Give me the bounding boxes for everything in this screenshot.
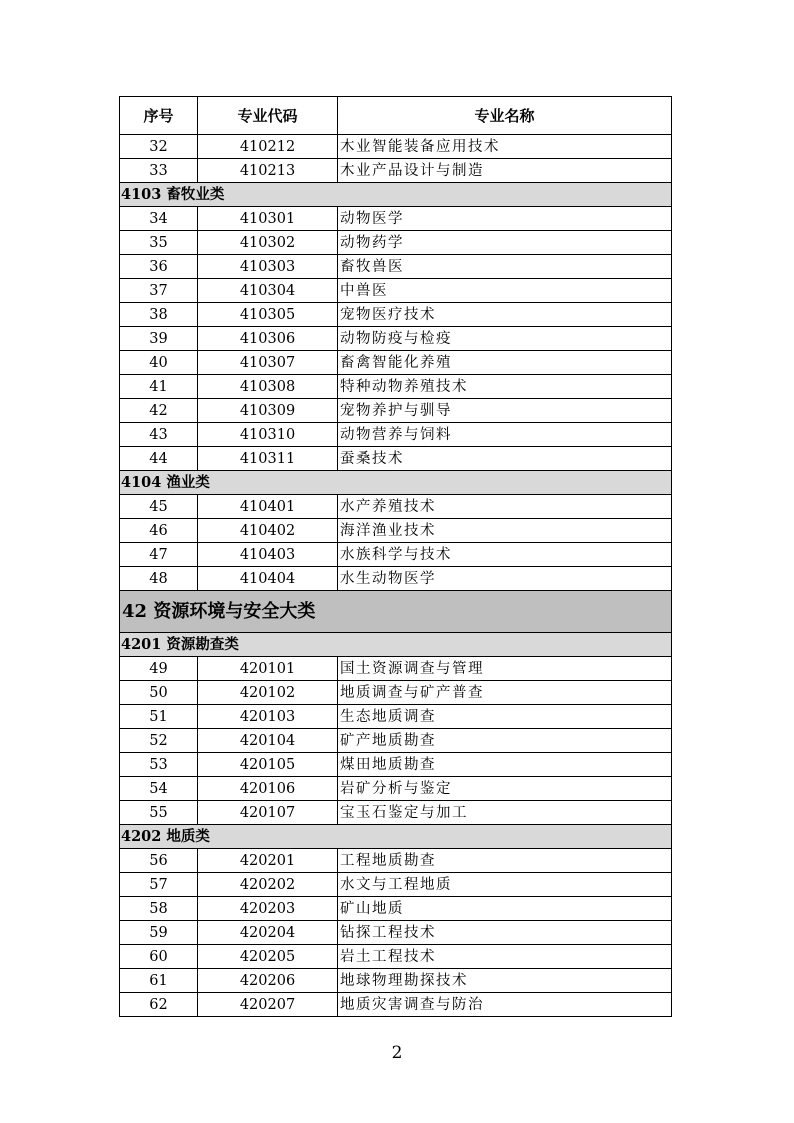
seq-cell: 60 <box>120 945 198 969</box>
name-cell: 地质调查与矿产普查 <box>338 681 672 705</box>
table-row <box>120 567 672 591</box>
code-cell: 420207 <box>198 993 338 1017</box>
code-cell: 410311 <box>198 447 338 471</box>
table-row <box>120 423 672 447</box>
code-cell: 420205 <box>198 945 338 969</box>
code-cell: 410403 <box>198 543 338 567</box>
table-row <box>120 495 672 519</box>
table-row <box>120 873 672 897</box>
name-cell: 钻探工程技术 <box>338 921 672 945</box>
major-category-label: 42 资源环境与安全大类 <box>120 591 672 633</box>
name-cell: 矿产地质勘查 <box>338 729 672 753</box>
code-cell: 420101 <box>198 657 338 681</box>
name-cell: 国土资源调查与管理 <box>338 657 672 681</box>
name-cell: 蚕桑技术 <box>338 447 672 471</box>
seq-cell: 37 <box>120 279 198 303</box>
table-row <box>120 375 672 399</box>
name-cell: 动物防疫与检疫 <box>338 327 672 351</box>
table-row <box>120 705 672 729</box>
category-label: 4104 渔业类 <box>120 471 672 495</box>
table-row <box>120 993 672 1017</box>
table-body <box>120 135 672 1017</box>
majors-table <box>119 96 672 1017</box>
table-row <box>120 897 672 921</box>
table-row <box>120 969 672 993</box>
category-label: 4201 资源勘查类 <box>120 633 672 657</box>
name-cell: 地质灾害调查与防治 <box>338 993 672 1017</box>
name-cell: 煤田地质勘查 <box>338 753 672 777</box>
seq-cell: 48 <box>120 567 198 591</box>
name-cell: 动物营养与饲料 <box>338 423 672 447</box>
name-cell: 宝玉石鉴定与加工 <box>338 801 672 825</box>
name-cell: 海洋渔业技术 <box>338 519 672 543</box>
table-row <box>120 543 672 567</box>
name-cell: 动物药学 <box>338 231 672 255</box>
category-label: 4202 地质类 <box>120 825 672 849</box>
category-row <box>120 825 672 849</box>
name-cell: 生态地质调查 <box>338 705 672 729</box>
header-seq: 序号 <box>120 97 198 135</box>
code-cell: 410301 <box>198 207 338 231</box>
seq-cell: 41 <box>120 375 198 399</box>
name-cell: 岩矿分析与鉴定 <box>338 777 672 801</box>
seq-cell: 62 <box>120 993 198 1017</box>
seq-cell: 57 <box>120 873 198 897</box>
name-cell: 动物医学 <box>338 207 672 231</box>
table-row <box>120 255 672 279</box>
seq-cell: 38 <box>120 303 198 327</box>
code-cell: 410404 <box>198 567 338 591</box>
seq-cell: 34 <box>120 207 198 231</box>
code-cell: 410307 <box>198 351 338 375</box>
code-cell: 410212 <box>198 135 338 159</box>
page-number: 2 <box>391 1043 403 1063</box>
seq-cell: 50 <box>120 681 198 705</box>
table-row <box>120 729 672 753</box>
code-cell: 420106 <box>198 777 338 801</box>
major-category-row <box>120 591 672 633</box>
code-cell: 420105 <box>198 753 338 777</box>
code-cell: 420202 <box>198 873 338 897</box>
seq-cell: 49 <box>120 657 198 681</box>
category-row <box>120 471 672 495</box>
name-cell: 水族科学与技术 <box>338 543 672 567</box>
seq-cell: 55 <box>120 801 198 825</box>
code-cell: 410402 <box>198 519 338 543</box>
code-cell: 420203 <box>198 897 338 921</box>
name-cell: 工程地质勘查 <box>338 849 672 873</box>
table-row <box>120 279 672 303</box>
name-cell: 宠物医疗技术 <box>338 303 672 327</box>
name-cell: 畜牧兽医 <box>338 255 672 279</box>
code-cell: 420107 <box>198 801 338 825</box>
seq-cell: 56 <box>120 849 198 873</box>
seq-cell: 51 <box>120 705 198 729</box>
seq-cell: 35 <box>120 231 198 255</box>
seq-cell: 39 <box>120 327 198 351</box>
seq-cell: 32 <box>120 135 198 159</box>
name-cell: 水产养殖技术 <box>338 495 672 519</box>
category-row <box>120 183 672 207</box>
name-cell: 岩土工程技术 <box>338 945 672 969</box>
category-row <box>120 633 672 657</box>
seq-cell: 42 <box>120 399 198 423</box>
code-cell: 410302 <box>198 231 338 255</box>
table-row <box>120 945 672 969</box>
seq-cell: 46 <box>120 519 198 543</box>
code-cell: 410213 <box>198 159 338 183</box>
name-cell: 木业智能装备应用技术 <box>338 135 672 159</box>
table-row <box>120 921 672 945</box>
code-cell: 420104 <box>198 729 338 753</box>
code-cell: 410303 <box>198 255 338 279</box>
name-cell: 水生动物医学 <box>338 567 672 591</box>
seq-cell: 61 <box>120 969 198 993</box>
table-row <box>120 327 672 351</box>
table-row <box>120 159 672 183</box>
seq-cell: 54 <box>120 777 198 801</box>
table-row <box>120 399 672 423</box>
table-row <box>120 231 672 255</box>
seq-cell: 36 <box>120 255 198 279</box>
code-cell: 410309 <box>198 399 338 423</box>
name-cell: 中兽医 <box>338 279 672 303</box>
name-cell: 水文与工程地质 <box>338 873 672 897</box>
header-name: 专业名称 <box>338 97 672 135</box>
seq-cell: 33 <box>120 159 198 183</box>
code-cell: 410304 <box>198 279 338 303</box>
table-row <box>120 351 672 375</box>
table-row <box>120 135 672 159</box>
seq-cell: 44 <box>120 447 198 471</box>
table-row <box>120 849 672 873</box>
category-label: 4103 畜牧业类 <box>120 183 672 207</box>
code-cell: 420102 <box>198 681 338 705</box>
code-cell: 420204 <box>198 921 338 945</box>
code-cell: 420201 <box>198 849 338 873</box>
seq-cell: 58 <box>120 897 198 921</box>
header-code: 专业代码 <box>198 97 338 135</box>
code-cell: 420103 <box>198 705 338 729</box>
seq-cell: 40 <box>120 351 198 375</box>
table-row <box>120 801 672 825</box>
name-cell: 宠物养护与驯导 <box>338 399 672 423</box>
code-cell: 410401 <box>198 495 338 519</box>
seq-cell: 47 <box>120 543 198 567</box>
table-row <box>120 681 672 705</box>
table-header-row <box>120 97 672 135</box>
seq-cell: 52 <box>120 729 198 753</box>
code-cell: 420206 <box>198 969 338 993</box>
table-row <box>120 519 672 543</box>
name-cell: 木业产品设计与制造 <box>338 159 672 183</box>
table-row <box>120 777 672 801</box>
name-cell: 矿山地质 <box>338 897 672 921</box>
name-cell: 畜禽智能化养殖 <box>338 351 672 375</box>
table-row <box>120 303 672 327</box>
table-row <box>120 657 672 681</box>
seq-cell: 59 <box>120 921 198 945</box>
seq-cell: 53 <box>120 753 198 777</box>
code-cell: 410310 <box>198 423 338 447</box>
table-row <box>120 753 672 777</box>
table-row <box>120 447 672 471</box>
name-cell: 特种动物养殖技术 <box>338 375 672 399</box>
seq-cell: 45 <box>120 495 198 519</box>
name-cell: 地球物理勘探技术 <box>338 969 672 993</box>
seq-cell: 43 <box>120 423 198 447</box>
code-cell: 410305 <box>198 303 338 327</box>
table-row <box>120 207 672 231</box>
code-cell: 410306 <box>198 327 338 351</box>
code-cell: 410308 <box>198 375 338 399</box>
